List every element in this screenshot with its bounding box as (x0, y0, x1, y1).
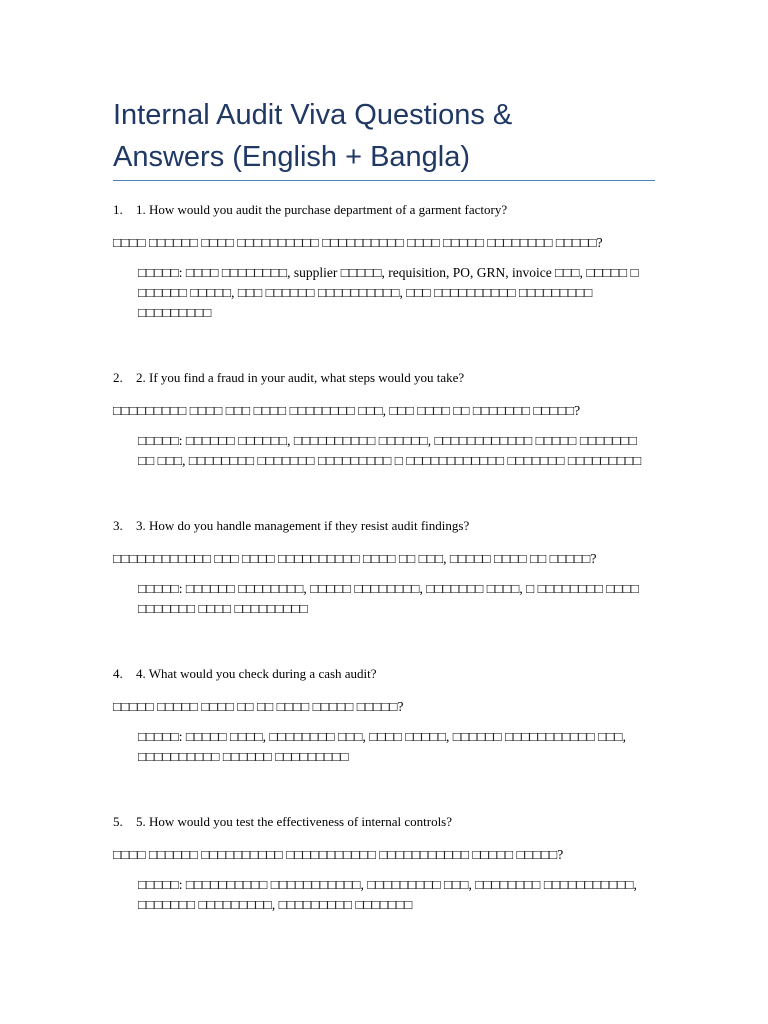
question-item (113, 812, 713, 915)
answer (138, 727, 713, 767)
bangla-question: □□□□ □□□□□□ □□□□ □□□□□□□□□□ □□□□□□□□□□ □□□□ □□□□□ □□□□□□□□ □□□□□? (113, 235, 603, 250)
answer (138, 263, 713, 323)
answer-line: □□□□□: □□□□□□ □□□□□□, □□□□□□□□□□ □□□□□□, □□□□□□□□□□□□ □□□□□ □□□□□□□ (138, 433, 637, 448)
question-text: 2. If you find a fraud in your audit, what steps would you take? (136, 370, 465, 385)
list-number: 5. (113, 814, 123, 829)
list-number: 1. (113, 202, 123, 217)
question-text: 3. How do you handle management if they resist audit findings? (136, 518, 470, 533)
bangla-question: □□□□ □□□□□□ □□□□□□□□□□ □□□□□□□□□□□ □□□□□□□□□□□ □□□□□ □□□□□? (113, 847, 564, 862)
english-question (113, 516, 713, 536)
answer-line: □□□□□: □□□□ □□□□□□□□, supplier □□□□□, requisition, PO, GRN, invoice □□□, □□□□□ □ (138, 265, 639, 280)
question-text: 4. What would you check during a cash audit? (136, 666, 377, 681)
answer-line: □□□□□□ □□□□□, □□□ □□□□□□ □□□□□□□□□□, □□□ □□□□□□□□□□ □□□□□□□□□ (138, 285, 593, 300)
document-title: Internal Audit Viva Questions & Answers (English + Bangla) (113, 99, 513, 173)
list-number: 2. (113, 370, 123, 385)
question-item (113, 368, 713, 471)
question-list (113, 200, 713, 960)
answer (138, 431, 713, 471)
answer-line: □□□□□: □□□□□ □□□□, □□□□□□□□ □□□, □□□□ □□□□□, □□□□□□ □□□□□□□□□□□ □□□, (138, 729, 626, 744)
answer-line: □□□□□□□ □□□□□□□□□, □□□□□□□□□ □□□□□□□ (138, 897, 413, 912)
title-underline-divider (113, 180, 655, 181)
bangla-question: □□□□□ □□□□□ □□□□ □□ □□ □□□□ □□□□□ □□□□□? (113, 699, 404, 714)
answer-line: □□□□□□□□□ (138, 305, 212, 320)
question-item (113, 200, 713, 323)
answer-line: □□□□□□□ □□□□ □□□□□□□□□ (138, 601, 308, 616)
question-text: 1. How would you audit the purchase department of a garment factory? (136, 202, 508, 217)
answer (138, 875, 713, 915)
answer-line: □□□□□: □□□□□□ □□□□□□□□, □□□□□ □□□□□□□□, □□□□□□□ □□□□, □ □□□□□□□□ □□□□ (138, 581, 639, 596)
bangla-question: □□□□□□□□□ □□□□ □□□ □□□□ □□□□□□□□ □□□, □□□ □□□□ □□ □□□□□□□ □□□□□? (113, 403, 581, 418)
bangla-question: □□□□□□□□□□□□ □□□ □□□□ □□□□□□□□□□ □□□□ □□ □□□, □□□□□ □□□□ □□ □□□□□? (113, 551, 597, 566)
answer-line: □□□□□: □□□□□□□□□□ □□□□□□□□□□□, □□□□□□□□□ □□□, □□□□□□□□ □□□□□□□□□□□, (138, 877, 637, 892)
list-number: 4. (113, 666, 123, 681)
question-item (113, 664, 713, 767)
answer-line: □□□□□□□□□□ □□□□□□ □□□□□□□□□ (138, 749, 349, 764)
english-question (113, 812, 713, 832)
english-question (113, 200, 713, 220)
question-text: 5. How would you test the effectiveness of internal controls? (136, 814, 453, 829)
english-question (113, 664, 713, 684)
answer-line: □□ □□□, □□□□□□□□ □□□□□□□ □□□□□□□□□ □ □□□□□□□□□□□□ □□□□□□□ □□□□□□□□□ (138, 453, 642, 468)
question-item (113, 516, 713, 619)
list-number: 3. (113, 518, 123, 533)
answer (138, 579, 713, 619)
english-question (113, 368, 713, 388)
